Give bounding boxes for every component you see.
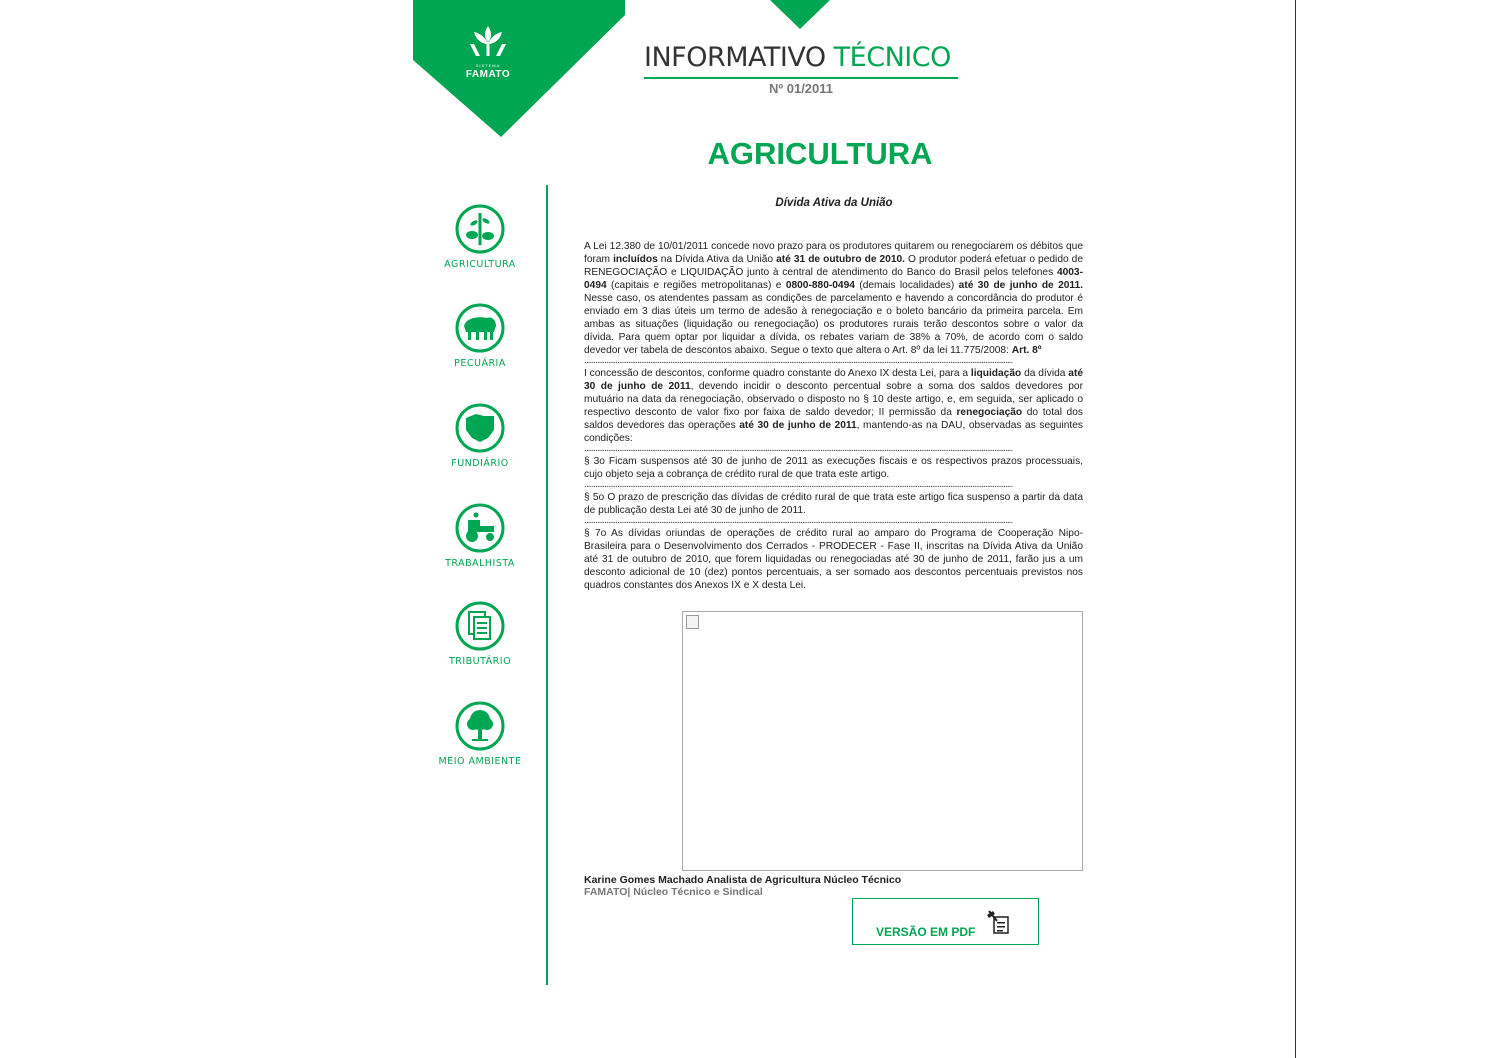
text-run: da dívida [1021, 368, 1069, 379]
agriculture-icon [454, 203, 506, 255]
text-run: na Dívida Ativa da União [657, 254, 777, 265]
dotted-separator: .......................................................................................................................................................................................................................................... [584, 481, 1013, 490]
text-run: O produtor poderá efetuar o pedido de RENEGOCIAÇÃO e LIQUIDAÇÃO junto à central de atendimento do Banco do Brasil pelos telefones [584, 254, 1083, 278]
title-part-1: INFORMATIVO [644, 42, 826, 73]
sidebar-item-trabalhista[interactable] [430, 502, 530, 569]
bold-run: até 30 de junho de 2011 [584, 368, 1084, 392]
tree-icon [454, 700, 506, 752]
header-triangle [770, 0, 830, 30]
sidebar-item-label: MEIO AMBIENTE [438, 756, 522, 767]
sidebar-item-label: FUNDIÁRIO [451, 458, 509, 469]
section-title: AGRICULTURA [707, 136, 933, 171]
sidebar-item-agricultura[interactable] [430, 203, 530, 270]
text-run: A Lei 12.380 de 10/01/2011 concede novo prazo para os produtores quitarem ou renegociarem os débitos que foram [584, 241, 1083, 265]
download-pdf-icon [985, 909, 1013, 935]
organization-line: FAMATO| Núcleo Técnico e Sindical [584, 886, 763, 898]
bold-run: até 30 de junho de 2011 [739, 420, 857, 431]
text-run: (demais localidades) [854, 280, 959, 291]
bold-run: incluídos [613, 254, 658, 265]
dotted-separator: .......................................................................................................................................................................................................................................... [584, 445, 1013, 454]
bold-run: liquidação [970, 368, 1022, 379]
pdf-version-button[interactable] [852, 898, 1039, 945]
paragraph-section-3: § 3o Ficam suspensos até 30 de junho de 2011 as execuções fiscais e os respectivos prazos processuais, cujo objeto seja a cobrança de crédito rural de que trata este artigo. [584, 456, 1083, 480]
bold-run: até 30 de junho de 2011. [958, 280, 1084, 291]
logo-banner [413, 0, 625, 137]
land-map-icon [454, 402, 506, 454]
dotted-separator: .......................................................................................................................................................................................................................................... [584, 517, 1013, 526]
paragraph-section-7: § 7o As dívidas oriundas de operações de crédito rural ao amparo do Programa de Cooperação Nipo-Brasileira para o Desenvolvimento dos Cerrados - PRODECER - Fase II, inscritas na Dívida Ativa da União até 31 de outubro de 2010, que forem liquidadas ou renegociadas até 30 de junho de 2011, farão jus a um desconto adicional de 10 (dez) pontos percentuais, a ser somado aos descontos percentuais previstos nos quadros constantes dos Anexos IX e X desta Lei. [584, 528, 1083, 591]
article-subtitle: Dívida Ativa da União [775, 197, 893, 209]
sidebar-item-label: PECUÁRIA [454, 358, 506, 369]
sidebar-divider [546, 185, 548, 985]
sidebar-item-pecuaria[interactable] [430, 302, 530, 369]
pdf-button-label: VERSÃO EM PDF [876, 925, 976, 939]
text-run: , mantendo-as na DAU, observadas as seguintes condições: [584, 420, 1083, 444]
text-run: I concessão de descontos, conforme quadro constante do Anexo IX desta Lei, para a [584, 368, 971, 379]
article-body [584, 240, 1083, 592]
sidebar-item-fundiario[interactable] [430, 402, 530, 469]
discount-table-image [682, 611, 1083, 871]
broken-image-icon [686, 615, 699, 629]
page-edge-rule [1295, 0, 1296, 1058]
sidebar-item-meio-ambiente[interactable] [430, 700, 530, 767]
page-title [644, 40, 958, 76]
famato-logo[interactable] [462, 22, 514, 80]
sidebar-item-label: AGRICULTURA [444, 259, 516, 270]
paragraph-item-i [584, 367, 1083, 445]
bold-run: 4003-0494 [584, 267, 1083, 291]
bold-run: até 31 de outubro de 2010. [776, 254, 905, 265]
text-run: , devendo incidir o desconto percentual sobre a soma dos saldos devedores por mutuário na data da renegociação, observado o disposto no § 10 deste artigo, e, em seguida, ser aplicado o respectivo desconto de valor fixo por faixa de saldo devedor; II permissão da [584, 381, 1083, 418]
text-run: do total dos saldos devedores das operações [584, 407, 1083, 431]
text-run: Nesse caso, os atendentes passam as condições de parcelamento e havendo a concordância do produtor é enviado em 3 dias úteis um termo de adesão à renegociação e o boleto bancário da primeira parcela. Em ambas as situações (liquidação ou renegociação) os produtores rurais terão descontos sobre o valor da dívida. Para quem optar por liquidar a dívida, os rebates variam de 38% a 70%, de acordo com o saldo devedor ver tabela de descontos abaixo. Segue o texto que altera o Art. 8º da lei 11.775/2008: [584, 293, 1083, 356]
author-line: Karine Gomes Machado Analista de Agricultura Núcleo Técnico [584, 874, 902, 886]
bold-run: renegociação [956, 407, 1023, 418]
sidebar-item-label: TRIBUTÁRIO [448, 656, 512, 667]
text-run: (capitais e regiões metropolitanas) e [606, 280, 786, 291]
logo-sub-text: SISTEMA [475, 63, 501, 68]
paragraph-intro [584, 240, 1083, 357]
bold-run: 0800-880-0494 [785, 280, 855, 291]
sidebar-item-tributario[interactable] [430, 600, 530, 667]
sidebar-item-label: TRABALHISTA [445, 558, 515, 569]
famato-leaf-icon [464, 22, 512, 58]
logo-brand-text: FAMATO [465, 69, 511, 80]
tractor-icon [454, 502, 506, 554]
paragraph-section-5: § 5o O prazo de prescrição das dívidas de crédito rural de que trata este artigo fica suspenso a partir da data de publicação desta Lei até 30 de junho de 2011. [584, 492, 1083, 516]
title-part-2: TÉCNICO [833, 42, 951, 73]
title-underline [644, 77, 958, 79]
bold-run: Art. 8º [1011, 345, 1042, 356]
issue-number: Nº 01/2011 [768, 81, 834, 96]
dotted-separator: .......................................................................................................................................................................................................................................... [584, 357, 1013, 366]
livestock-icon [454, 302, 506, 354]
documents-icon [454, 600, 506, 652]
